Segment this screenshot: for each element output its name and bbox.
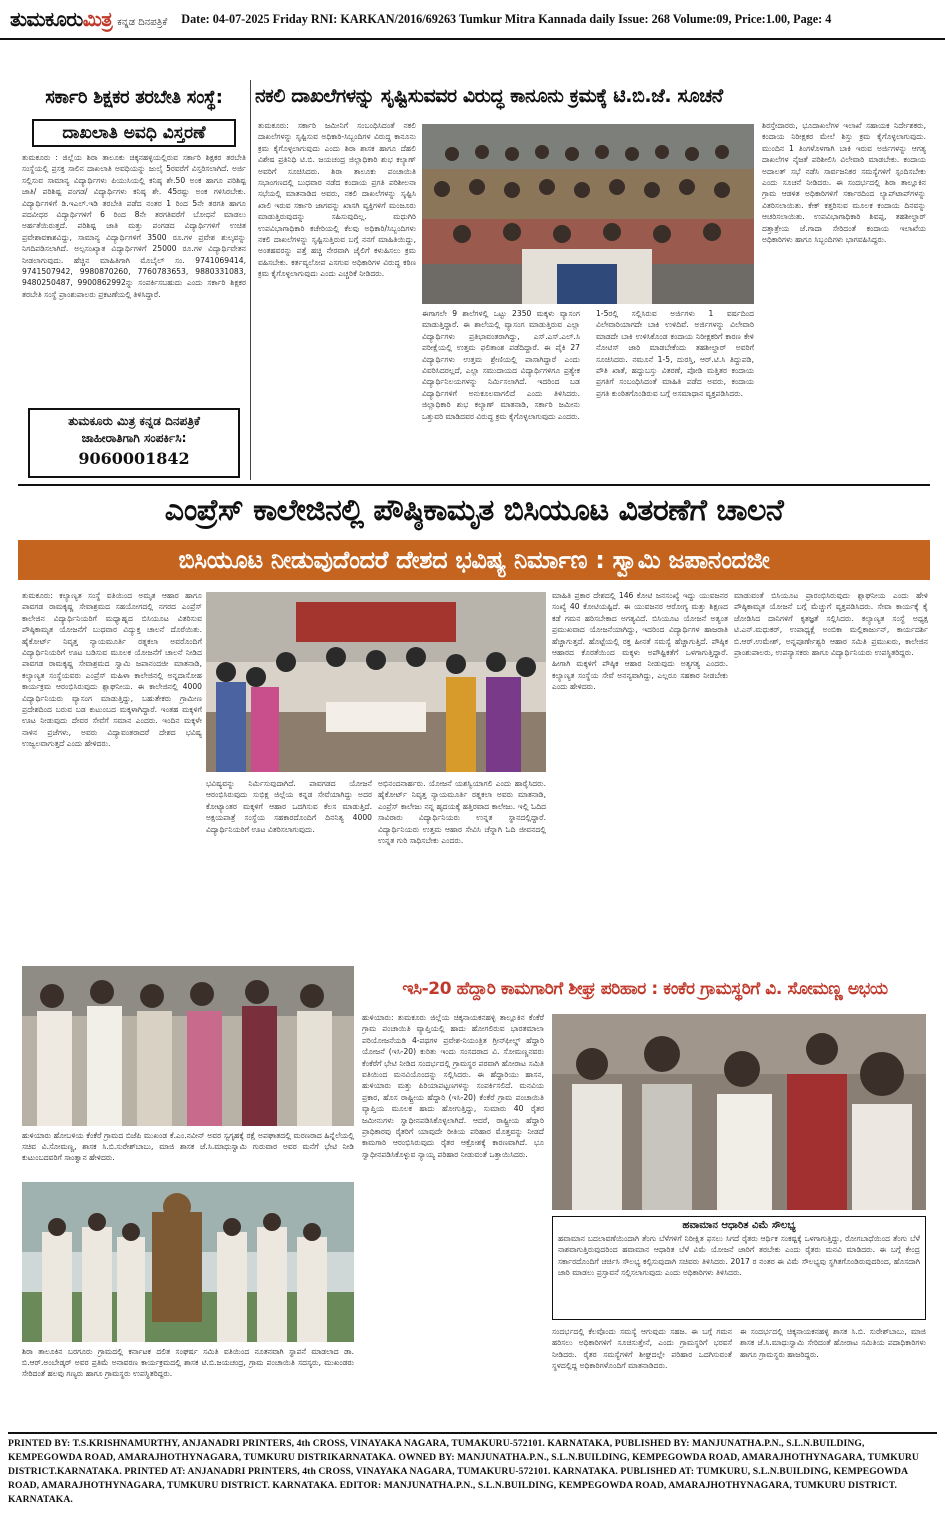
lunch-photo-image — [206, 592, 546, 772]
boxed-story-title[interactable]: ಹವಾಮಾನ ಆಧಾರಿತ ವಿಮೆ ಸೌಲಭ್ಯ — [682, 1220, 796, 1231]
story4-column-right-1: ಸಂದರ್ಭದಲ್ಲಿ ಕೆಲವೊಂದು ಸಮಸ್ಯೆ ಆಗುವುದು ಸಹಜ. ಈ ಬಗ್ಗೆ ಗಮನ ಹರಿಸಲು ಅಧಿಕಾರಿಗಳಿಗೆ ಸೂಚಿಸುತ್ತೇನೆ, ಎಂದು ಗ್ರಾಮಸ್ಥರಿಗೆ ಭರವಸೆ ನೀಡಿದರು. ರೈತರ ಸಮಸ್ಯೆಗಳಿಗೆ ಶೀಘ್ರದಲ್ಲೇ ಪರಿಹಾರ ಒದಗಿಸುವಂತೆ ಸ್ಥಳದಲ್ಲಿದ್ದ ಅಧಿಕಾರಿಗಳೊಂದಿಗೆ ಮಾತನಾಡಿದರು. — [552, 1327, 732, 1371]
story2-column-4: ಶಿರಸ್ತೇದಾರರು, ಭೂದಾಖಲೆಗಳ ಇಲಾಖೆ ಸಹಾಯಕ ನಿರ್ದೇಶಕರು, ಕಂದಾಯ ನಿರೀಕ್ಷಕರ ಮೇಲೆ ಶಿಸ್ತು ಕ್ರಮ ಕೈಗೊಳ್ಳಲಾಗುವುದು. ಮುಂದಿನ 1 ತಿಂಗಳೊಳಗಾಗಿ ಬಾಕಿ ಇರುವ ಅರ್ಜಿಗಳನ್ನು ಆಗತ್ಯ ದಾಖಲೆಗಳ ನೈಜತೆ ಪರಿಶೀಲಿಸಿ ವಿಲೇವಾರಿ ಮಾಡಬೇಕು. ಕಂದಾಯ ಅದಾಲತ್ ಸಭೆ ನಡೆಸಿ ಸಾರ್ವಜನಿಕರ ಸಮಸ್ಯೆಗಳಿಗೆ ಸ್ಪಂದಿಸಬೇಕು ಎಂದು ಸೂಚನೆ ನೀಡಿದರು. ಈ ಸಂದರ್ಭದಲ್ಲಿ ಶಿರಾ ತಾಲ್ಲೂಕಿನ ಗ್ರಾಮ ಆಡಳಿತ ಅಧಿಕಾರಿಗಳಿಗೆ ಸರ್ಕಾರದಿಂದ ಲ್ಯಾಪ್‍ಟಾಪ್‍ಗಳನ್ನು ವಿತರಿಸಲಾಯಿತು. ಕೇಕ್ ಕತ್ತರಿಸುವ ಮೂಲಕ ಕಂದಾಯ ದಿನವನ್ನು ಆಚರಿಸಲಾಯಿತು. ಉಪವಿಭಾಗಾಧಿಕಾರಿ ಶಿವಪ್ಪ, ತಹಶೀಲ್ದಾರ್ ದತ್ತಾತ್ರೇಯ ಜೆ.ಗಾದಾ ಸೇರಿದಂತೆ ಕಂದಾಯ ಇಲಾಖೆಯ ಅಧಿಕಾರಿಗಳು ಹಾಗೂ ಸಿಬ್ಬಂದಿಗಳು ಭಾಗವಹಿಸಿದ್ದರು. — [762, 121, 926, 245]
condolence-photo-caption: ಹುಳಿಯಾರು ಹೋಬಳಿಯ ಕೆಂಕೆರೆ ಗ್ರಾಮದ ಬಿಜೆಪಿ ಮುಖಂಡ ಕೆ.ಎಂ.ನವೀನ್ ಅವರ ಸ್ವಗೃಹಕ್ಕೆ ರಕ್ಷೆ ಅಪಘಾತದಲ್ಲಿ ಮರಣರಾದ ಹಿನ್ನೆಲೆಯಲ್ಲಿ ಸಚಿವ ವಿ.ಸೋಮಣ್ಣ, ಶಾಸಕ ಸಿ.ಬಿ.ಸುರೇಶ್‍ಬಾಬು, ಮಾಜಿ ಶಾಸಕ ಜೆ.ಸಿ.ಮಾಧುಸ್ವಾಮಿ ಗುರುವಾರ ಅವರ ಮನೆಗೆ ಭೇಟಿ ನೀಡಿ ಕುಟುಂಬದವರಿಗೆ ಸಾಂತ್ವಾನ ಹೇಳಿದರು. — [22, 1131, 354, 1162]
story1-body: ತುಮಕೂರು : ಜಿಲ್ಲೆಯ ಶಿರಾ ತಾಲೂಕು ಚಿಕ್ಕನಹಳ್ಳಿಯಲ್ಲಿರುವ ಸರ್ಕಾರಿ ಶಿಕ್ಷಕರ ತರಬೇತಿ ಸಂಸ್ಥೆಯಲ್ಲಿ ಪ್ರಸಕ್ತ ಸಾಲಿನ ದಾಖಲಾತಿ ಅವಧಿಯನ್ನು ಜುಲೈ 5ರವರೆಗೆ ವಿಸ್ತರಿಸಲಾಗಿದೆ. ಅರ್ಜಿ ಸಲ್ಲಿಸುವ ಸಾಮಾನ್ಯ ವಿದ್ಯಾರ್ಥಿಗಳು ಪಿಯುಸಿಯಲ್ಲಿ ಕನಿಷ್ಠ ಶೇ.50 ಅಂಕ ಹಾಗೂ ಪರಿಶಿಷ್ಟ ಜಾತಿ/ ಪರಿಶಿಷ್ಟ ಪಂಗಡ/ ವಿದ್ಯಾರ್ಥಿಗಳು ಕನಿಷ್ಠ ಶೇ. 45ರಷ್ಟು ಅಂಕ ಗಳಿಸಿರಬೇಕು. ವಿದ್ಯಾರ್ಥಿಗಳಿಗೆ ಡಿ.ಇಎಲ್.ಇಡಿ ತರಬೇತಿ ಪಡೆದ ನಂತರ 1 ರಿಂದ 5ನೇ ತರಗತಿ ಹಾಗೂ ಪದವೀಧರ ವಿದ್ಯಾರ್ಥಿಗಳಿಗೆ 6 ರಿಂದ 8ನೇ ತರಗತಿವರೆಗೆ ಬೋಧನೆ ಮಾಡಲು ಅರ್ಹತೆಯಿರುತ್ತದೆ. ಪರಿಶಿಷ್ಟ ಜಾತಿ ಮತ್ತು ಪಂಗಡದ ವಿದ್ಯಾರ್ಥಿಗಳಿಗೆ ಉಚಿತ ಪ್ರವೇಶಾವಕಾಶವಿದ್ದು, ಸಾಮಾನ್ಯ ವಿದ್ಯಾರ್ಥಿಗಳಿಗೆ 3500 ರೂ.ಗಳ ಪ್ರವೇಶ ಶುಲ್ಕವನ್ನು ನಿಗದಿಪಡಿಸಲಾಗಿದೆ. ಅಲ್ಪಸಂಖ್ಯಾತ ವಿದ್ಯಾರ್ಥಿಗಳಿಗೆ 25000 ರೂ.ಗಳ ವಿದ್ಯಾರ್ಥಿವೇತನ ನೀಡಲಾಗುವುದು. ಹೆಚ್ಚಿನ ಮಾಹಿತಿಗಾಗಿ ಮೊಬೈಲ್ ಸಂ. 9741069414, 9741507942, 9980870260, 7760783653, 9880331083, 9480250487, 9900862992ನ್ನು ಸಂಪರ್ಕಿಸಬಹುದು ಎಂದು ಸರ್ಕಾರಿ ಶಿಕ್ಷಕರ ತರಬೇತಿ ಸಂಸ್ಥೆ ಪ್ರಾಂಶುಪಾಲರು ಪ್ರಕಟಣೆಯಲ್ಲಿ ತಿಳಿಸಿದ್ದಾರೆ. — [22, 153, 246, 299]
story3-column-4: ಮಾಡುವಂತೆ ಬಿಸಿಯೂಟ ಪ್ರಾರಂಭಿಸಿರುವುದು ಶ್ಲಾಘನೀಯ ಎಂದು ಹೇಳಿ ಪೌಷ್ಠಿಕಾಮೃತ ಯೋಜನೆ ಬಗ್ಗೆ ಮೆಚ್ಚುಗೆ ವ್ಯಕ್ತಪಡಿಸಿದರು. ಸೇವಾ ಕಾರ್ಯಕ್ಕೆ ಕೈ ಜೋಡಿಸಿದ ದಾನಿಗಳಿಗೆ ಕೃತಜ್ಞತೆ ಸಲ್ಲಿಸಿದರು. ಕಲ್ಯಾಣ್ಯತ ಸಂಸ್ಥೆ ಅಧ್ಯಕ್ಷ ಟಿ.ಎನ್.ಮಧುಕರ್, ಉಪಾಧ್ಯಕ್ಷೆ ಅಂಬಿಕಾ ಮಲ್ಲಿಕಾರ್ಜುನ್, ಕಾರ್ಯದರ್ಶಿ ಬಿ.ಆರ್.ಉಮೇಶ್, ಅನ್ನಪೂರ್ಣೇಶ್ವರಿ ಆಹಾರ ಸಮಿತಿ ಪ್ರಮುಖರು, ಕಾಲೇಜಿನ ಪ್ರಾಂಶುಪಾಲರು, ಉಪನ್ಯಾಸಕರು ಹಾಗೂ ವಿದ್ಯಾರ್ಥಿನಿಯರು ಉಪಸ್ಥಿತರಿದ್ದರು. — [734, 591, 928, 658]
group-photo-revenue-meeting — [422, 124, 754, 304]
ad-phone: 9060001842 — [78, 449, 190, 468]
masthead — [0, 0, 945, 40]
statue-photo-image — [22, 1182, 354, 1342]
story2-column-2: ಈಗಾಗಲೇ 9 ಶಾಲೆಗಳಲ್ಲಿ ಒಟ್ಟು 2350 ಮಕ್ಕಳು ವ್ಯಾಸಂಗ ಮಾಡುತ್ತಿದ್ದಾರೆ. ಈ ಶಾಲೆಯಲ್ಲಿ ವ್ಯಾಸಂಗ ಮಾಡುತ್ತಿರುವ ಎಲ್ಲಾ ವಿದ್ಯಾರ್ಥಿಗಳು ಪ್ರತಿಭಾವಂತರಾಗಿದ್ದು, ಎಸ್.ಎಸ್.ಎಲ್.ಸಿ ಪರೀಕ್ಷೆಯಲ್ಲಿ ಉತ್ತಮ ಫಲಿತಾಂಶ ಪಡೆದಿದ್ದಾರೆ. ಈ ಪೈಕಿ 27 ವಿದ್ಯಾರ್ಥಿಗಳು ಉತ್ತಮ ಶ್ರೇಣಿಯಲ್ಲಿ ಪಾಸಾಗಿದ್ದಾರೆ ಎಂದು ವಿವರಿಸಿದರಲ್ಲದೆ, ಎಲ್ಲಾ ಸಮುದಾಯದ ವಿದ್ಯಾರ್ಥಿಗಳಿಗೂ ಪ್ರತ್ಯೇಕ ವಿದ್ಯಾರ್ಥಿನಿಲಯಗಳನ್ನು ನಿರ್ಮಿಸಲಾಗಿದೆ. ಇದರಿಂದ ಬಡ ವಿದ್ಯಾರ್ಥಿಗಳಿಗೆ ಅನುಕೂಲವಾಗಲಿದೆ ಎಂದು ತಿಳಿಸಿದರು. ಜಿಲ್ಲಾಧಿಕಾರಿ ಶುಭ ಕಲ್ಯಾಣ್ ಮಾತನಾಡಿ, ಸರ್ಕಾರಿ ಜಮೀನು ಒತ್ತುವರಿ ಮಾಡಿದವರ ವಿರುದ್ಧ ಕ್ರಮ ಕೈಗೊಳ್ಳಲಾಗುವುದು ಎಂದರು. — [422, 309, 580, 421]
condolence-visit-photo — [22, 966, 354, 1126]
logo-subtitle: ಕನ್ನಡ ದಿನಪತ್ರಿಕೆ — [117, 16, 168, 28]
condolence-photo-image — [22, 966, 354, 1126]
ad-box[interactable] — [28, 408, 240, 478]
empress-college-lunch-photo — [206, 592, 546, 772]
story1-headline-line2[interactable]: ದಾಖಲಾತಿ ಅವಧಿ ವಿಸ್ತರಣೆ — [32, 119, 236, 147]
story3-column-3: ಮಾಹಿತಿ ಪ್ರಕಾರ ದೇಶದಲ್ಲಿ 146 ಕೋಟಿ ಜನಸಂಖ್ಯೆ ಇದ್ದು ಯುವಜನರ ಸಂಖ್ಯೆ 40 ಕೋಟಿಯಷ್ಟಿದೆ. ಈ ಯುವಜನರ ಆರೋಗ್ಯ ಮತ್ತು ಶಿಕ್ಷಣದ ಕಡೆ ಗಮನ ಹರಿಸಬೇಕಾದ ಅಗತ್ಯವಿದೆ. ಬಿಸಿಯೂಟ ಯೋಜನೆ ಅತ್ಯಂತ ಪ್ರಮುಖವಾದ ಯೋಜನೆಯಾಗಿದ್ದು, ಇದರಿಂದ ವಿದ್ಯಾರ್ಥಿಗಳ ಹಾಜರಾತಿ ಹೆಚ್ಚಾಗುತ್ತದೆ. ಹೊಟ್ಟೆಯಲ್ಲಿ ರಕ್ತ ಹೀನತೆ ಸಮಸ್ಯೆ ಹೆಚ್ಚಾಗುತ್ತಿದೆ. ಪೌಷ್ಠಿಕ ಆಹಾರದ ಕೊರತೆಯಿಂದ ಮಕ್ಕಳು ಅಪೌಷ್ಟಿಕತೆಗೆ ಒಳಗಾಗುತ್ತಿದ್ದಾರೆ. ಹೀಗಾಗಿ ಮಕ್ಕಳಿಗೆ ಪೌಷ್ಠಿಕ ಆಹಾರ ನೀಡುವುದು ಅತ್ಯಗತ್ಯ ಎಂದರು. ಕಲ್ಯಾಣ್ಯತ ಸಂಸ್ಥೆಯ ಸೇವೆ ಅನನ್ಯವಾಗಿದ್ದು, ಎಲ್ಲರೂ ಸಹಕಾರ ನೀಡಬೇಕು ಎಂದು ಹೇಳಿದರು. — [552, 591, 728, 692]
boxed-story — [552, 1216, 926, 1320]
ad-line-2: ಜಾಹೀರಾತಿಗಾಗಿ ಸಂಪರ್ಕಿಸಿ: — [81, 431, 187, 445]
story1-headline-line1[interactable]: ಸರ್ಕಾರಿ ಶಿಕ್ಷಕರ ತರಬೇತಿ ಸಂಸ್ಥೆ: — [45, 86, 223, 108]
logo-accent: ಮಿತ್ರ — [82, 7, 113, 31]
logo-main: ತುಮಕೂರು — [10, 7, 83, 31]
story2-column-1: ತುಮಕೂರು: ಸರ್ಕಾರಿ ಜಮೀನಿಗೆ ಸಂಬಂಧಿಸಿದಂತೆ ನಕಲಿ ದಾಖಲೆಗಳನ್ನು ಸೃಷ್ಟಿಸುವ ಅಧಿಕಾರಿ-ಸಿಬ್ಬಂದಿಗಳ ವಿರುದ್ಧ ಕಾನೂನು ಕ್ರಮ ಕೈಗೊಳ್ಳಲಾಗುವುದು ಎಂದು ಶಿರಾ ಶಾಸಕ ಹಾಗೂ ದೆಹಲಿ ವಿಶೇಷ ಪ್ರತಿನಿಧಿ ಟಿ.ಬಿ. ಜಯಚಂದ್ರ ಜಿಲ್ಲಾಧಿಕಾರಿ ಶುಭ ಕಲ್ಯಾಣ್ ಅವರಿಗೆ ಸೂಚಿಸಿದರು. ಶಿರಾ ತಾಲೂಕು ಪಂಚಾಯಿತಿ ಸಭಾಂಗಣದಲ್ಲಿ ಬುಧವಾರ ನಡೆದ ಕಂದಾಯ ಪ್ರಗತಿ ಪರಿಶೀಲನಾ ಸಭೆಯಲ್ಲಿ ಮಾತನಾಡಿದ ಅವರು, ನಕಲಿ ದಾಖಲೆಗಳನ್ನು ಸೃಷ್ಟಿಸಿ ಖಾಲಿ ಇರುವ ಸರ್ಕಾರಿ ಜಾಗವನ್ನು ಖಾಸಗಿ ವ್ಯಕ್ತಿಗಳಿಗೆ ಮಂಜೂರು ಮಾಡುತ್ತಿರುವುದನ್ನು ಸಹಿಸುವುದಿಲ್ಲ. ಮಧುಗಿರಿ ಉಪವಿಭಾಗಾಧಿಕಾರಿ ಕಚೇರಿಯಲ್ಲಿ ಕೆಲವು ಅಧಿಕಾರಿ/ಸಿಬ್ಬಂದಿಗಳು ನಕಲಿ ದಾಖಲೆಗಳನ್ನು ಸೃಷ್ಟಿಸುತ್ತಿರುವ ಬಗ್ಗೆ ನನಗೆ ಮಾಹಿತಿಯಿದ್ದು, ಅಂತಹವರನ್ನು ಪತ್ತೆ ಹಚ್ಚಿ ನೇರವಾಗಿ ಜೈಲಿಗೆ ಕಳುಹಿಸಲು ಕ್ರಮ ವಹಿಸಬೇಕು. ಕರ್ತವ್ಯಲೋಪ ಎಸಗುವ ಅಧಿಕಾರಿಗಳ ವಿರುದ್ಧ ಕಠಿಣ ಕ್ರಮ ಕೈಗೊಳ್ಳಲಾಗುವುದು ಎಂದು ಎಚ್ಚರಿಕೆ ನೀಡಿದರು. — [258, 121, 416, 279]
story3-column-2b: ಅಭಿನಂದನಾರ್ಹರು. ಯೋಜನೆ ಯಶಸ್ವಿಯಾಗಲಿ ಎಂದು ಹಾರೈಸಿದರು. ಹೈಕೋರ್ಟ್ ನಿವೃತ್ತ ನ್ಯಾಯಮೂರ್ತಿ ರತ್ನಕಲಾ ಅವರು ಮಾತನಾಡಿ, ಎಂಪ್ರೆಸ್ ಕಾಲೇಜು ನನ್ನ ಹೃದಯಕ್ಕೆ ಹತ್ತಿರವಾದ ಕಾಲೇಜು. ಇಲ್ಲಿ ಓದಿದ ಸಾವಿರಾರು ವಿದ್ಯಾರ್ಥಿನಿಯರು ಉನ್ನತ ಸ್ಥಾನದಲ್ಲಿದ್ದಾರೆ. ವಿದ್ಯಾರ್ಥಿನಿಯರು ಉತ್ತಮ ಆಹಾರ ಸೇವಿಸಿ ಚೆನ್ನಾಗಿ ಓದಿ ಜೀವನದಲ್ಲಿ ಉನ್ನತ ಗುರಿ ಸಾಧಿಸಬೇಕು ಎಂದರು. — [378, 779, 546, 846]
story4-body: ಹುಳಿಯಾರು: ತುಮಕೂರು ಜಿಲ್ಲೆಯ ಚಿಕ್ಕನಾಯಕನಹಳ್ಳಿ ತಾಲ್ಲೂಕಿನ ಕೆಂಕೆರೆ ಗ್ರಾಮ ಪಂಚಾಯಿತಿ ವ್ಯಾಪ್ತಿಯಲ್ಲಿ ಹಾದು ಹೋಗಲಿರುವ ಭಾರತಮಾಲಾ ಪರಿಯೋಜನೆಯಡಿ 4-ಪಥಗಳ ಪ್ರವೇಶ-ನಿಯಂತ್ರಿತ ಗ್ರೀನ್‍ಫೀಲ್ಡ್ ಹೆದ್ದಾರಿ ಯೋಜನೆ (ಇಸಿ-20) ಕುರಿತು ಇಂದು ಸಂಸದರಾದ ವಿ. ಸೋಮಣ್ಣನವರು ಕೆಂಕೆರೆಗೆ ಭೇಟಿ ನೀಡಿದ ಸಂದರ್ಭದಲ್ಲಿ ಗ್ರಾಮಸ್ಥರ ಪರವಾಗಿ ಹೋರಾಟ ಸಮಿತಿ ವತಿಯಿಂದ ಮನವಿಯೊಂದನ್ನು ಸಲ್ಲಿಸಿದರು. ಈ ಹೆದ್ದಾರಿಯು ಹಾಸನ, ಹುಳಿಯಾರು ಮತ್ತು ಪಿರಿಯಾಪಟ್ಟಣಗಳನ್ನು ಸಂಪರ್ಕಿಸಲಿದೆ. ಮನವಿಯ ಪ್ರಕಾರ, ಹೊಸ ರಾಷ್ಟ್ರೀಯ ಹೆದ್ದಾರಿ (ಇಸಿ-20) ಕೆಂಕೆರೆ ಗ್ರಾಮ ಪಂಚಾಯಿತಿ ವ್ಯಾಪ್ತಿಯ ಮೂಲಕ ಹಾದು ಹೋಗುತ್ತಿದ್ದು, ಸುಮಾರು 40 ರೈತರ ಜಮೀನುಗಳು ಸ್ವಾಧೀನಪಡಿಸಿಕೊಳ್ಳಲಾಗಿದೆ. ಆದರೆ, ರಾಷ್ಟ್ರೀಯ ಹೆದ್ದಾರಿ ಪ್ರಾಧಿಕಾರವು ರೈತರಿಗೆ ಯಾವುದೇ ರೀತಿಯ ಪರಿಹಾರ ಮೊತ್ತವನ್ನು ನೀಡದೆ ಕಾಮಗಾರಿ ಆರಂಭಿಸಿರುವುದು ರೈತರ ಆಕ್ರೋಶಕ್ಕೆ ಕಾರಣವಾಗಿದೆ. ಭೂ ಸ್ವಾಧೀನಪಡಿಸಿಕೊಳ್ಳುವ ನ್ಯಾಯ್ಯ ಪರಿಹಾರ ನೀಡುವಂತೆ ಒತ್ತಾಯಿಸಿದರು. — [362, 1013, 544, 1159]
minister-photo-image — [552, 1014, 926, 1210]
story2-column-3: 1-5ರಲ್ಲಿ ಸಲ್ಲಿಸಿರುವ ಅರ್ಜಿಗಳು 1 ವರ್ಷದಿಂದ ವಿಲೇವಾರಿಯಾಗದೇ ಬಾಕಿ ಉಳಿದಿವೆ. ಅರ್ಜಿಗಳನ್ನು ವಿಲೇವಾರಿ ಮಾಡದೇ ಬಾಕಿ ಉಳಿಸಿಕೊಂಡ ಕಂದಾಯ ನಿರೀಕ್ಷಕರಿಗೆ ಕಾರಣ ಕೇಳಿ ನೋಟಿಸ್ ಜಾರಿ ಮಾಡಬೇಕೆಂದು ತಹಶೀಲ್ದಾರ್ ಅವರಿಗೆ ಸೂಚಿಸಿದರು. ನಮೂನೆ 1-5, ದುರಸ್ತಿ, ಆರ್.ಟಿ.ಸಿ ತಿದ್ದುಪಡಿ, ಪೌತಿ ಖಾತೆ, ಹದ್ದುಬಸ್ತು ವಿತರಣೆ, ಪೋಡಿ ಮತ್ತಿತರ ಕಂದಾಯ ಪ್ರಗತಿಗೆ ಸಂಬಂಧಿಸಿದಂತೆ ಮಾಹಿತಿ ಪಡೆದ ಅವರು, ಕಂದಾಯ ಪ್ರಗತಿ ಕುಂಠಿತಗೊಂಡಿರುವ ಬಗ್ಗೆ ಅಸಮಾಧಾನ ವ್ಯಕ್ತಪಡಿಸಿದರು. — [596, 309, 754, 398]
statue-photo-caption: ಶಿರಾ ತಾಲೂಕಿನ ಬರಗೂರು ಗ್ರಾಮದಲ್ಲಿ ಕರ್ನಾಟಕ ದಲಿತ ಸಂಘರ್ಷ ಸಮಿತಿ ವತಿಯಿಂದ ನೂತನವಾಗಿ ಸ್ಥಾಪನೆ ಮಾಡಲಾದ ಡಾ. ಬಿ.ಆರ್.ಅಂಬೇಡ್ಕರ್ ಅವರ ಪ್ರತಿಮೆ ಅನಾವರಣ ಕಾರ್ಯಕ್ರಮದಲ್ಲಿ ಶಾಸಕ ಟಿ.ಬಿ.ಜಯಚಂದ್ರ, ಗ್ರಾಮ ಪಂಚಾಯಿತಿ ಸದಸ್ಯರು, ಮುಖಂಡರು ಸೇರಿದಂತೆ ಹಲವು ಗಣ್ಯರು ಹಾಗೂ ಗ್ರಾಮಸ್ಥರು ಉಪಸ್ಥಿತರಿದ್ದರು. — [22, 1347, 354, 1378]
story3-column-1: ತುಮಕೂರು: ಕಲ್ಯಾಣ್ಯತ ಸಂಸ್ಥೆ ವತಿಯಿಂದ ಅಮೃತ ಆಹಾರ ಹಾಗೂ ಪಾವಗಡ ರಾಮಕೃಷ್ಣ ಸೇವಾಶ್ರಮದ ಸಹಯೋಗದಲ್ಲಿ ನಗರದ ಎಂಪ್ರೆಸ್ ಕಾಲೇಜಿನ ವಿದ್ಯಾರ್ಥಿನಿಯರಿಗೆ ಮಧ್ಯಾಹ್ನದ ಬಿಸಿಯೂಟ ವಿತರಿಸುವ ಪೌಷ್ಠಿಕಾಮೃತ ಯೋಜನೆಗೆ ಬುಧವಾರ ವಿದ್ಯುಕ್ತ ಚಾಲನೆ ದೊರೆಯಿತು. ಹೈಕೋರ್ಟ್ ನಿವೃತ್ತ ನ್ಯಾಯಮೂರ್ತಿ ರತ್ನಕಲಾ ಅವರೊಂದಿಗೆ ವಿದ್ಯಾರ್ಥಿನಿಯರಿಗೆ ಊಟ ಬಡಿಸುವ ಮೂಲಕ ಯೋಜನೆಗೆ ಚಾಲನೆ ನೀಡಿದ ಪಾವಗಡ ರಾಮಕೃಷ್ಣ ಸೇವಾಶ್ರಮದ ಸ್ವಾಮಿ ಜಪಾನಂದಜೀ ಮಾತನಾಡಿ, ಕಲ್ಯಾಣ್ಯತ ಸಂಸ್ಥೆಯವರು ಎಂಪ್ರೆಸ್ ಮಹಿಳಾ ಕಾಲೇಜಿನಲ್ಲಿ ಅನ್ನದಾಸೋಹ ಕಾರ್ಯಕ್ರಮ ಆರಂಭಿಸಿರುವುದು ಶ್ಲಾಘನೀಯ. ಈ ಕಾಲೇಜಿನಲ್ಲಿ 4000 ವಿದ್ಯಾರ್ಥಿನಿಯರು ವ್ಯಾಸಂಗ ಮಾಡುತ್ತಿದ್ದು, ಬಹುತೇಕರು ಗ್ರಾಮೀಣ ಪ್ರದೇಶದಿಂದ ಬರುವ ಬಡ ಕುಟುಂಬದ ಮಕ್ಕಳಾಗಿದ್ದಾರೆ. ಇಂತಹ ಮಕ್ಕಳಿಗೆ ಊಟ ನೀಡುವುದು ದೇವರ ಸೇವೆಗೆ ಸಮಾನ ಎಂದರು. ಇಂದಿನ ಮಕ್ಕಳೇ ನಾಳಿನ ಪ್ರಜೆಗಳು, ಅವರು ವಿದ್ಯಾವಂತರಾದರೆ ದೇಶದ ಭವಿಷ್ಯ ಉಜ್ವಲವಾಗುತ್ತದೆ ಎಂದು ಹೇಳಿದರು. — [22, 591, 202, 749]
group-photo-image — [422, 124, 754, 304]
ad-line-1: ತುಮಕೂರು ಮಿತ್ರ ಕನ್ನಡ ದಿನಪತ್ರಿಕೆ — [68, 414, 200, 428]
story2-headline[interactable]: ನಕಲಿ ದಾಖಲೆಗಳನ್ನು ಸೃಷ್ಟಿಸುವವರ ವಿರುದ್ಧ ಕಾನೂನು ಕ್ರಮಕ್ಕೆ ಟಿ.ಬಿ.ಜೆ. ಸೂಚನೆ — [255, 85, 723, 107]
boxed-story-body: ಹವಾಮಾನ ಬದಲಾವಣೆಯಿಂದಾಗಿ ತೆಂಗು ಬೆಳೆಗಳಿಗೆ ನಿರೀಕ್ಷಿತ ಫಸಲು ಸಿಗದೆ ರೈತರು ಆರ್ಥಿಕ ಸಂಕಷ್ಟಕ್ಕೆ ಒಳಗಾಗುತ್ತಿದ್ದು, ರೋಗಬಾಧೆಯಿಂದ ತೆಂಗು ಬೆಳೆ ನಾಶವಾಗುತ್ತಿರುವುದರಿಂದ ಹವಾಮಾನ ಆಧಾರಿತ ಬೆಳೆ ವಿಮೆ ಯೋಜನೆ ಜಾರಿಗೆ ತರಬೇಕು ಎಂದು ರೈತರು ಮನವಿ ಮಾಡಿದರು. ಈ ಬಗ್ಗೆ ಕೇಂದ್ರ ಸರ್ಕಾರದೊಂದಿಗೆ ಚರ್ಚಿಸಿ ಸೌಲಭ್ಯ ಕಲ್ಪಿಸುವುದಾಗಿ ಸಚಿವರು ತಿಳಿಸಿದರು. 2017 ರ ನಂತರ ಈ ವಿಮೆ ಸೌಲಭ್ಯವು ಸ್ಥಗಿತಗೊಂಡಿರುವುದರಿಂದ, ಹೊಸದಾಗಿ ಜಾರಿ ಮಾಡಲು ಪ್ರಸ್ತಾವನೆ ಸಲ್ಲಿಸಲಾಗುವುದು ಎಂದು ಅಧಿಕಾರಿಗಳು ತಿಳಿಸಿದರು. — [558, 1234, 920, 1278]
story3-subheadline-banner[interactable]: ಬಿಸಿಯೂಟ ನೀಡುವುದೆಂದರೆ ದೇಶದ ಭವಿಷ್ಯ ನಿರ್ಮಾಣ : ಸ್ವಾಮಿ ಜಪಾನಂದಜೀ — [18, 540, 930, 580]
story3-headline[interactable]: ಎಂಪ್ರೆಸ್ ಕಾಲೇಜಿನಲ್ಲಿ ಪೌಷ್ಠಿಕಾಮೃತ ಬಿಸಿಯೂಟ ವಿತರಣೆಗೆ ಚಾಲನೆ — [164, 492, 784, 528]
story3-column-2a: ಭವಿಷ್ಯವನ್ನು ನಿರ್ಮಿಸುವುದಾಗಿದೆ. ಪಾವಗಡದ ಯೋಜನೆ ಆರಂಭಿಸಿರುವುದು ಸುಭಿಕ್ಷ ಜಿಲ್ಲೆಯ ಕನ್ನಡ ಸೇವೆಯಾಗಿದ್ದು ಅದರ ಕೋಟ್ಯಾಂತರ ಮಕ್ಕಳಿಗೆ ಆಹಾರ ಒದಗಿಸುವ ಕೆಲಸ ಮಾಡುತ್ತಿದೆ. ಅಕ್ಷಯಪಾತ್ರೆ ಸಂಸ್ಥೆಯ ಸಹಕಾರದೊಂದಿಗೆ ದಿನನಿತ್ಯ 4000 ವಿದ್ಯಾರ್ಥಿನಿಯರಿಗೆ ಊಟ ವಿತರಿಸಲಾಗುವುದು. — [206, 779, 372, 834]
column-divider — [250, 80, 251, 480]
issue-meta: Date: 04-07-2025 Friday RNI: KARKAN/2016/69263 Tumkur Mitra Kannada daily Issue: 268 Volume:09, Price:1.00, Page: 4 — [181, 11, 832, 26]
ambedkar-statue-photo — [22, 1182, 354, 1342]
minister-somanna-photo — [552, 1014, 926, 1210]
story4-column-right-2: ಈ ಸಂದರ್ಭದಲ್ಲಿ ಚಿಕ್ಕನಾಯಕನಹಳ್ಳಿ ಶಾಸಕ ಸಿ.ಬಿ. ಸುರೇಶ್‍ಬಾಬು, ಮಾಜಿ ಶಾಸಕ ಜೆ.ಸಿ.ಮಾಧುಸ್ವಾಮಿ ಸೇರಿದಂತೆ ಹೋರಾಟ ಸಮಿತಿಯ ಪದಾಧಿಕಾರಿಗಳು ಹಾಗೂ ಗ್ರಾಮಸ್ಥರು ಹಾಜರಿದ್ದರು. — [740, 1327, 926, 1359]
story4-headline[interactable]: ಇಸಿ-20 ಹೆದ್ದಾರಿ ಕಾಮಗಾರಿಗೆ ಶೀಘ್ರ ಪರಿಹಾರ : ಕಂಕೆರ ಗ್ರಾಮಸ್ಥರಿಗೆ ವಿ. ಸೋಮಣ್ಣ ಅಭಯ — [402, 979, 888, 999]
newspaper-logo[interactable] — [10, 7, 112, 31]
print-imprint: PRINTED BY: T.S.KRISHNAMURTHY, ANJANADRI PRINTERS, 4th CROSS, VINAYAKA NAGARA, TUMAKURU-572101. KARNATAKA, PUBLISHED BY: MANJUNATHA.P.N., S.L.N.BUILDING, KEMPEGOWDA ROAD, AMARAJHOTHYNAGARA, TUMKURU DISTRIKARNATAKA. OWNED BY: MANJUNATHA.P.N., S.L.N.BUILDING, KEMPEGOWDA ROAD, AMARAJHOTHYNAGARA, TUMKURU DISTRICT.KARNATAKA. PRINTED AT: ANJANADRI PRINTERS, 4th CROSS, VINAYAKA NAGARA, TUMAKURU-572101. KARNATAKA. PUBLISHED AT: TUMKURU, S.L.N.BUILDING, KEMPEGOWDA ROAD, AMARAJHOTHYNAGARA, TUMKURU DISTRICT. KARNATAKA. EDITOR: MANJUNATHA.P.N., S.L.N.BUILDING, KEMPEGOWDA ROAD, AMARAJHOTHYNAGARA, TUMKURU DISTRICT. KARNATAKA. — [8, 1432, 937, 1507]
